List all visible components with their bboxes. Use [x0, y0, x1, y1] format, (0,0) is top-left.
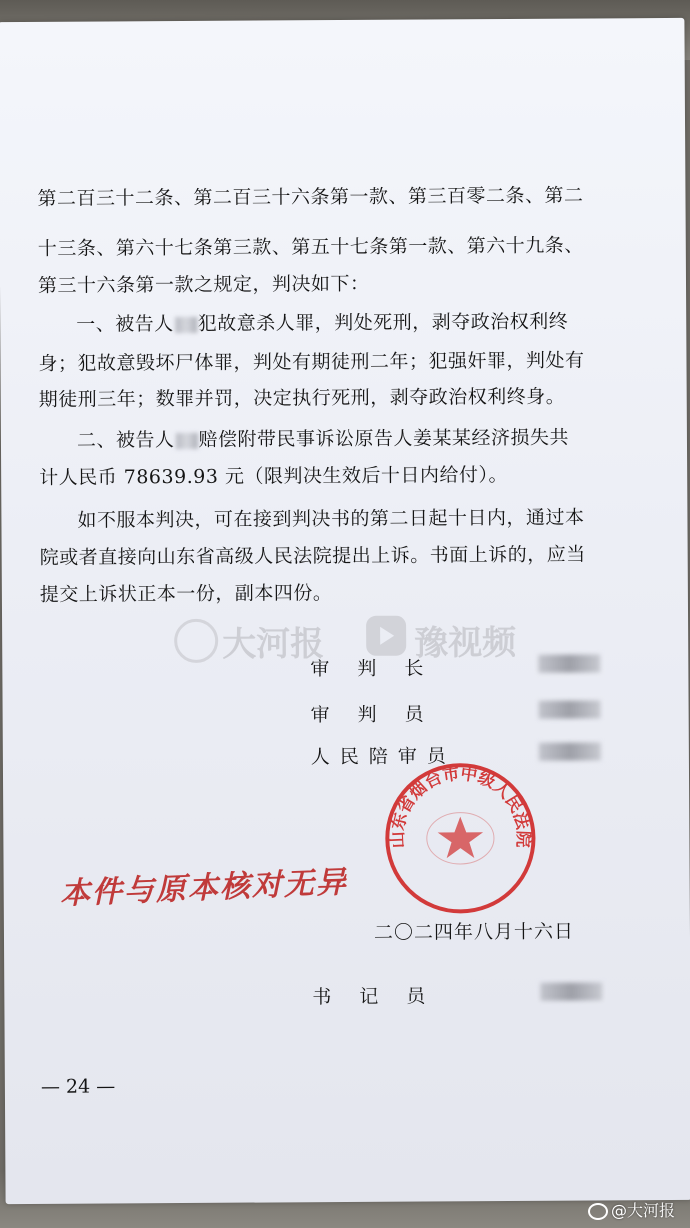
text-line-6: 计人民币 78639.93 元（限判决生效后十日内给付）。	[39, 464, 508, 489]
seal-text: 山东省烟台市中级人民法院	[386, 762, 534, 849]
weibo-credit	[588, 1198, 675, 1221]
text-line-1: 第二百三十二条、第二百三十六条第一款、第三百零二条、第二	[37, 184, 584, 210]
verdict-item-2-suffix: 赔偿附带民事诉讼原告人姜某某经济损失共	[198, 426, 570, 451]
watermark-brand-1: 大河报	[222, 624, 325, 665]
text-line-9: 提交上诉状正本一份，副本四份。	[39, 582, 333, 606]
redacted-signature	[538, 654, 600, 672]
verdict-item-1	[76, 306, 690, 337]
weibo-credit-name: 大河报	[627, 1201, 676, 1220]
verdict-item-2	[77, 422, 690, 453]
redacted-signature	[539, 700, 601, 718]
juror-label: 人民陪审员	[310, 745, 456, 769]
judge-label: 审判员	[310, 703, 452, 727]
document-page	[0, 18, 690, 1204]
redacted-signature	[539, 742, 601, 760]
dahe-logo-icon	[174, 619, 218, 663]
judge-row	[311, 698, 611, 727]
certification-stamp: 本件与原本核对无异	[59, 864, 349, 912]
judgment-date: 二〇二四年八月十六日	[373, 920, 575, 944]
court-seal	[381, 759, 540, 918]
presiding-judge-label: 审判长	[310, 657, 452, 681]
verdict-item-2-prefix: 二、被告人	[76, 429, 175, 452]
redacted-name	[175, 433, 197, 449]
play-logo-icon	[366, 616, 406, 656]
text-line-4: 身；犯故意毁坏尸体罪，判处有期徒刑二年；犯强奸罪，判处有	[38, 349, 585, 375]
text-line-7: 如不服本判决，可在接到判决书的第二日起十日内，通过本	[77, 506, 585, 532]
weibo-credit-text: @大河报	[611, 1201, 676, 1220]
clerk-row	[312, 980, 612, 1009]
text-line-2: 十三条、第六十七条第三款、第五十七条第一款、第六十九条、	[37, 234, 584, 260]
text-line-3: 第三十六条第一款之规定，判决如下：	[37, 272, 370, 297]
watermark-brand-2: 豫视频	[414, 622, 517, 664]
weibo-icon	[588, 1203, 608, 1220]
text-line-8: 院或者直接向山东省高级人民法院提出上诉。书面上诉的，应当	[39, 543, 586, 569]
clerk-label: 书记员	[312, 985, 454, 1009]
presiding-judge-row	[310, 652, 610, 681]
redacted-name	[175, 317, 197, 333]
verdict-item-1-suffix: 犯故意杀人罪，判处死刑，剥夺政治权利终	[197, 310, 569, 335]
redacted-signature	[540, 982, 602, 1000]
page-number: — 24 —	[40, 1075, 116, 1098]
text-line-5: 期徒刑三年；数罪并罚，决定执行死刑，剥夺政治权利终身。	[38, 385, 566, 411]
verdict-item-1-prefix: 一、被告人	[76, 313, 174, 336]
